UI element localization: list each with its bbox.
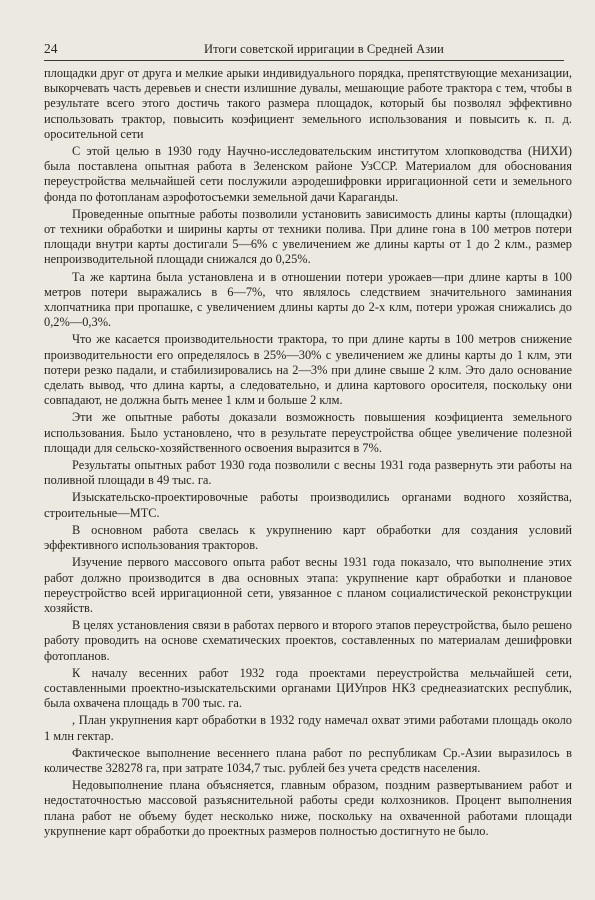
paragraph: Эти же опытные работы доказали возможность повышения коэфициента земельного использования. Было установлено, что в результате переустройства общее увеличение полезной площади для сельско-хозяйственного освоения выразится в 7%.	[44, 410, 572, 455]
running-title: Итоги советской ирригации в Средней Азии	[204, 42, 444, 56]
paragraph: В целях установления связи в работах первого и второго этапов переустройства, было решено работу проводить на основе схематических проектов, составленных по материалам дешифровки фотопланов.	[44, 618, 572, 663]
paragraph: Недовыполнение плана объясняется, главным образом, поздним развертыванием работ и недостаточностью массовой разъяснительной работы среди колхозников. Процент выполнения плана работ не объему будет несколько ниже, поскольку на охваченной работами площади укрупнение карт обработки до проектных размеров полностью достигнуто не было.	[44, 778, 572, 838]
paragraph: Фактическое выполнение весеннего плана работ по республикам Ср.-Азии выразилось в количестве 328278 га, при затрате 1034,7 тыс. рублей без учета средств населения.	[44, 745, 572, 775]
paragraph: Та же картина была установлена и в отношении потери урожаев—при длине карты в 100 метров потери выражались в 6—7%, что являлось следствием значительного заминания хлопчатника при пропашке, с увеличением длины карты до 2-х клм, потери урожая снижались до 0,2%—0,3%.	[44, 269, 572, 330]
page-number: 24	[44, 41, 58, 56]
paragraph: Изучение первого массового опыта работ весны 1931 года показало, что выполнение этих работ должно производится в два основных этапа: укрупнение карт обработки и плановое переустройство всей ирригационной сети, увязанное с планом социалистической реконструкции хозяйств.	[44, 555, 572, 615]
page-header	[44, 40, 564, 61]
paragraph: Результаты опытных работ 1930 года позволили с весны 1931 года развернуть эти работы на поливной площади в 49 тыс. га.	[44, 458, 572, 488]
paragraph: Что же касается производительности трактора, то при длине карты в 100 метров снижение производительности его определялось в 25%—30% с увеличением же длины карты до 1 клм, эти потери резко падали, и стабилизировались на 2—3% при длине свыше 2 клм. Это дало основание сделать вывод, что длина карты, а следовательно, и длина картового оросителя, поскольку они совпадают, не должна быть менее 1 клм и больше 2 клм.	[44, 332, 572, 408]
paragraph: , План укрупнения карт обработки в 1932 году намечал охват этими работами площадь около 1 млн гектар.	[44, 713, 572, 743]
body-text	[44, 66, 572, 841]
paragraph: В основном работа свелась к укрупнению карт обработки для создания условий эффективного использования тракторов.	[44, 522, 572, 553]
paragraph: Проведенные опытные работы позволили установить зависимость длины карты (площадки) от техники обработки и ширины карты от техники полива. При длине гона в 100 метров потери площади внутри карты достигали 5—6% с увеличением же длины карты от 1 до 2 клм., размер непроизводительной площади снижался до 0,25%.	[44, 206, 572, 267]
paragraph: К началу весенних работ 1932 года проектами переустройства мельчайшей сети, составленными проектно-изыскательскими органами ЦИУпров НКЗ среднеазиатских республик, была охвачена площадь в 700 тыс. га.	[44, 665, 572, 711]
paragraph-continued: площадки друг от друга и мелкие арыки индивидуального порядка, препятствующие механизации, выкорчевать часть деревьев и снести излишние дувалы, мешающие работе трактора с тем, чтобы в результате всего этого достичь такого размера площадок, который бы позволял эффективно использовать трактор, повысить коэфициент земельного использования и повысить к. п. д. оросительной сети	[44, 66, 572, 141]
paragraph: С этой целью в 1930 году Научно-исследовательским институтом хлопководства (НИХИ) была поставлена опытная работа в Зеленском районе УзССР. Материалом для обоснования переустройства мельчайшей сети послужили аэродешифровки ирригационной сети и земельного фонда по фотопланам аэрофотосъемки земельной дачи Караганды.	[44, 144, 572, 204]
paragraph: Изыскательско-проектировочные работы производились органами водного хозяйства, строительные—МТС.	[44, 490, 572, 520]
